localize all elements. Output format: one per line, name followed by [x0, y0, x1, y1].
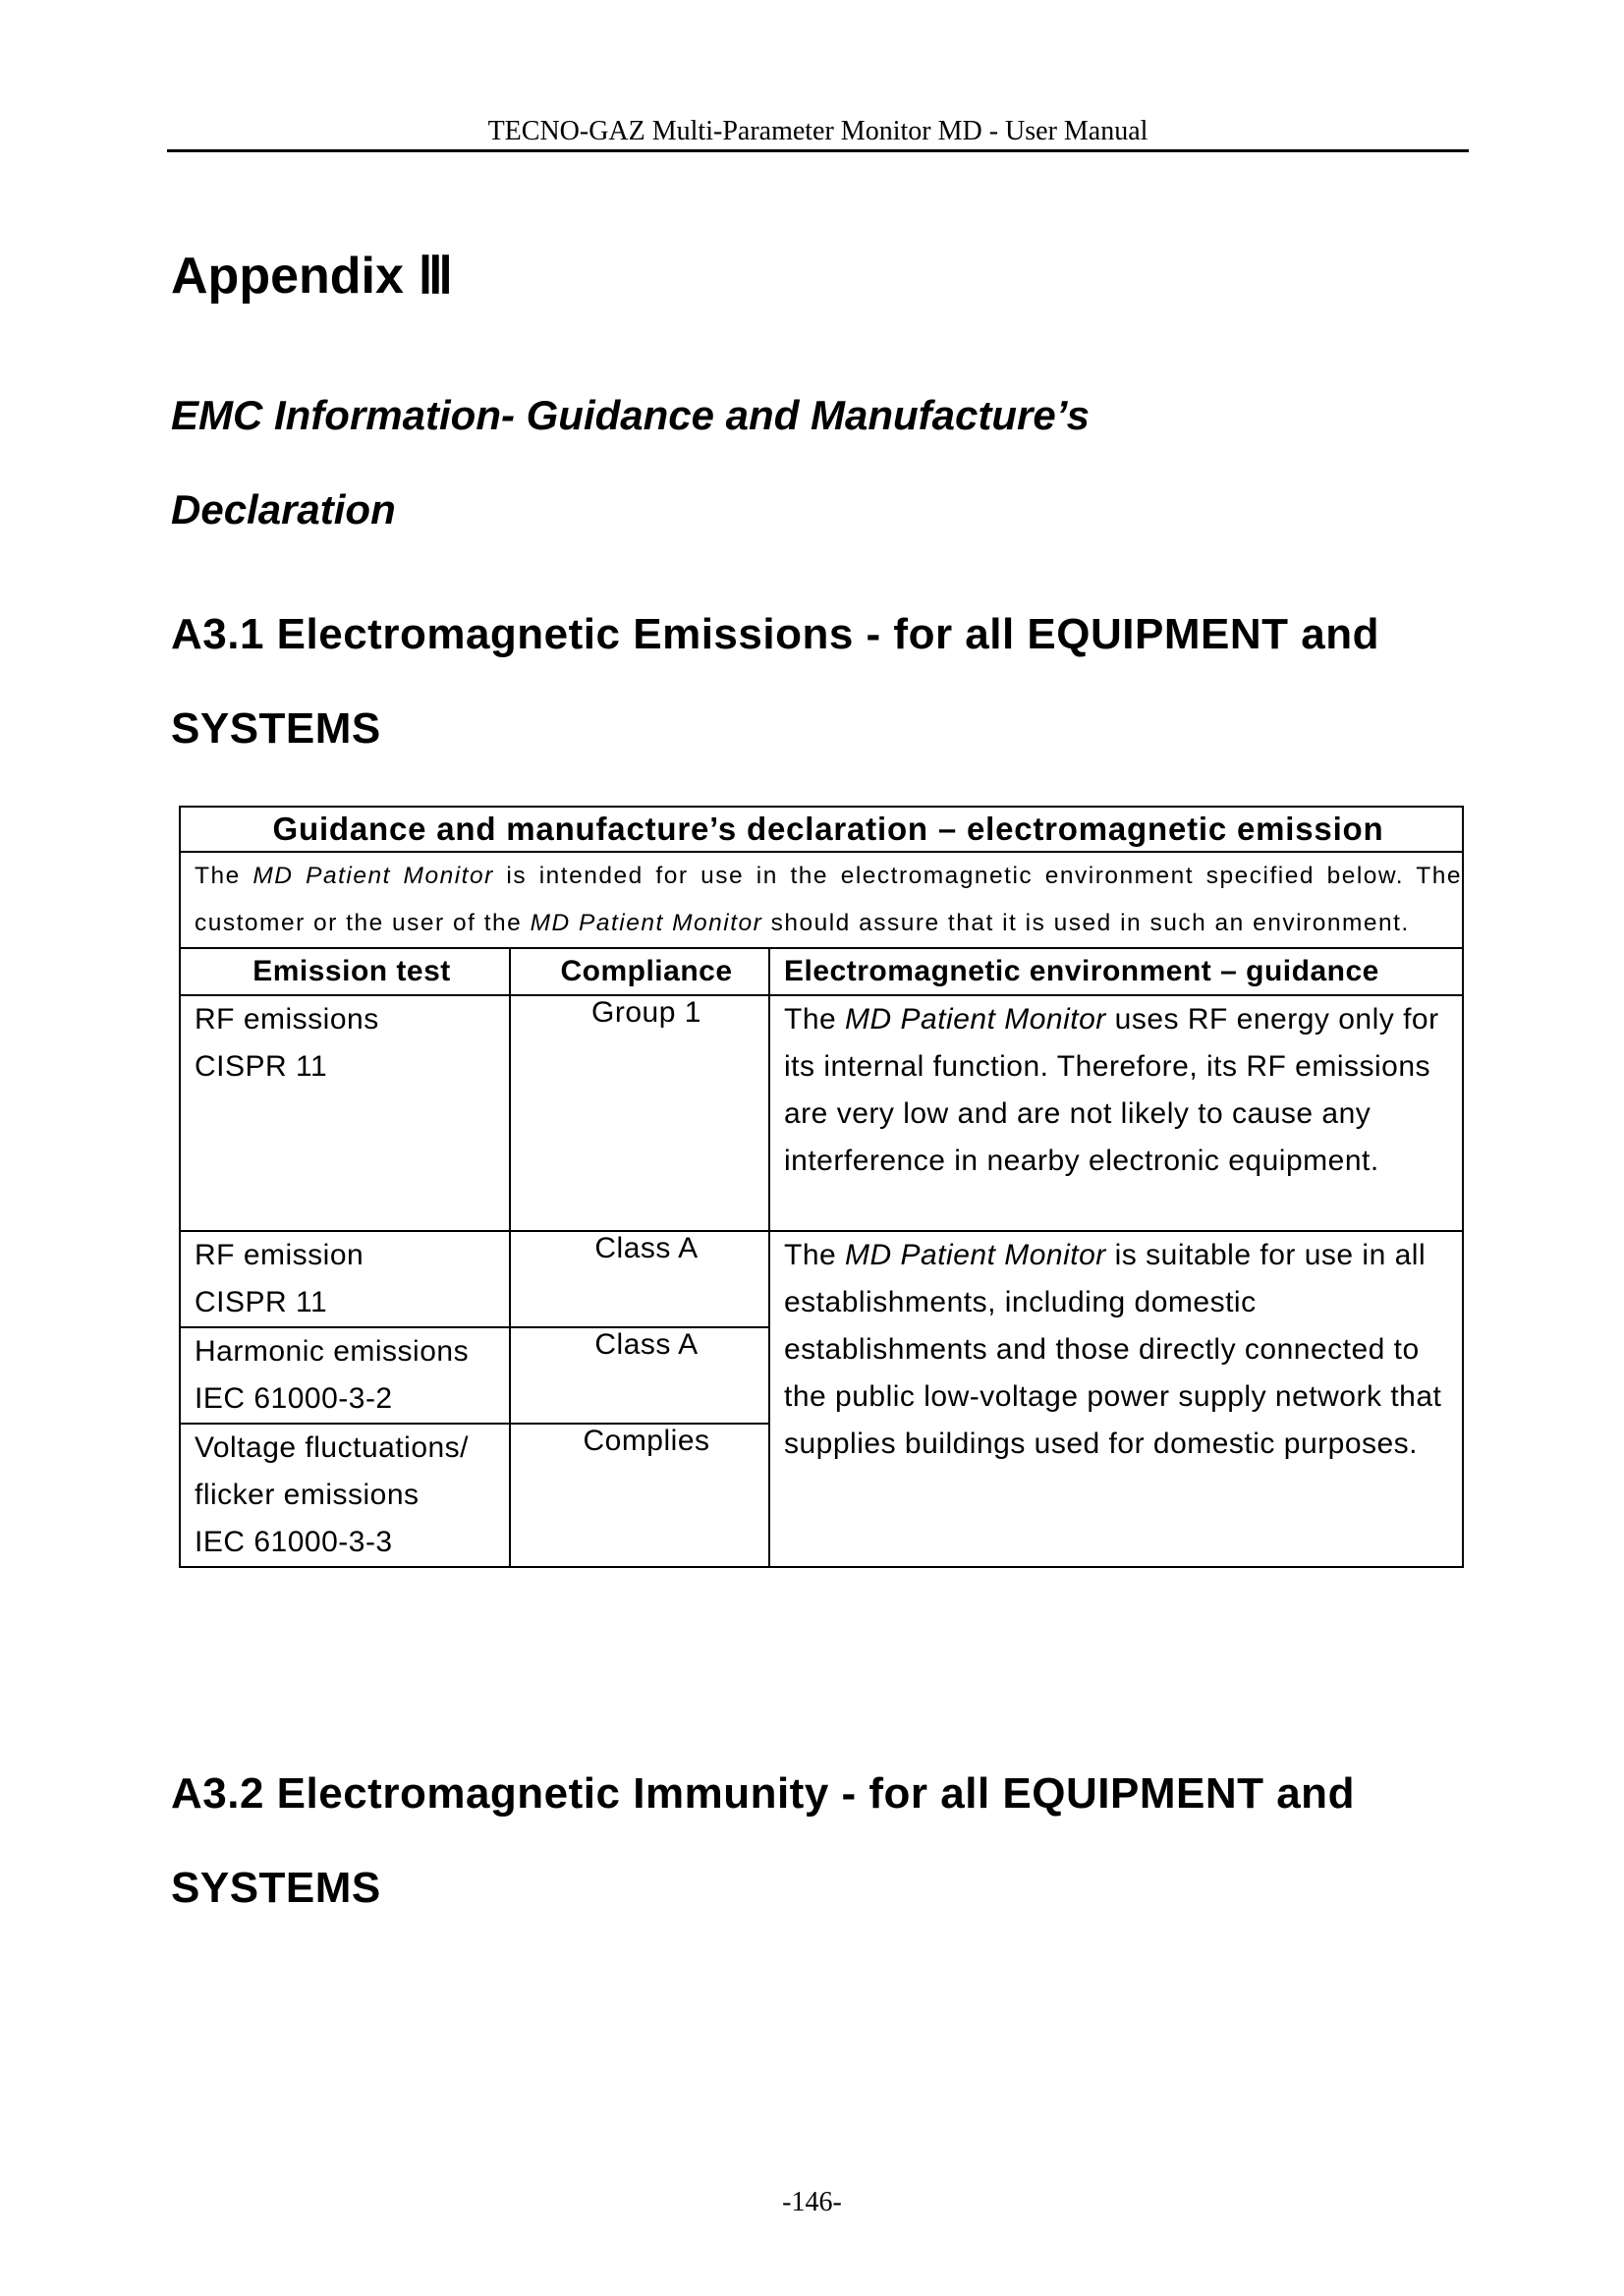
header-compliance: Compliance: [510, 948, 769, 995]
intro-text-3: should assure that it is used in such an environment.: [762, 910, 1410, 936]
test-name: RF emission: [195, 1239, 364, 1271]
emission-test-cell: [180, 995, 510, 1231]
emc-heading-line1: EMC Information- Guidance and Manufacture’s: [171, 392, 1090, 438]
compliance-cell: Complies: [510, 1424, 769, 1567]
emission-test-cell: [180, 1327, 510, 1424]
guidance-cell: [769, 1231, 1463, 1567]
emission-test-cell: [180, 1231, 510, 1327]
guidance-text-pre: The: [784, 1239, 846, 1271]
section-a31-line1: A3.1 Electromagnetic Emissions - for all EQUIPMENT and: [171, 610, 1379, 658]
test-standard: IEC 61000-3-3: [195, 1526, 393, 1558]
intro-device-2: MD Patient Monitor: [530, 910, 763, 936]
table-intro-row: [180, 852, 1463, 948]
test-standard: CISPR 11: [195, 1050, 328, 1083]
emission-table: [179, 806, 1464, 1568]
page-number: -146-: [782, 2187, 842, 2217]
guidance-text-post: is suitable for use in all establishments, including domestic establishments and those directly connected to the public low-voltage power supply network that supplies buildings used for domestic purposes.: [784, 1239, 1442, 1460]
appendix-title: Appendix Ⅲ: [171, 248, 454, 305]
test-name: RF emissions: [195, 1003, 379, 1036]
table-title-row: [180, 807, 1463, 852]
section-a32-line2: SYSTEMS: [171, 1864, 381, 1912]
intro-device-1: MD Patient Monitor: [252, 863, 494, 889]
section-a32-heading: [171, 1747, 1487, 1935]
compliance-cell: Class A: [510, 1231, 769, 1327]
column-header-row: [180, 948, 1463, 995]
table-row: [180, 1231, 1463, 1327]
emc-heading-line2: Declaration: [171, 486, 396, 532]
table-intro: [180, 852, 1463, 948]
guidance-text-pre: The: [784, 1003, 846, 1036]
compliance-cell: Class A: [510, 1327, 769, 1424]
compliance-cell: Group 1: [510, 995, 769, 1231]
header-emission-test: Emission test: [180, 948, 510, 995]
guidance-text-post: uses RF energy only for its internal function. Therefore, its RF emissions are very low and are not likely to cause any interference in nearby electronic equipment.: [784, 1003, 1439, 1177]
guidance-device: MD Patient Monitor: [845, 1239, 1106, 1271]
test-standard: CISPR 11: [195, 1286, 328, 1318]
intro-text-2: is intended for use in the electromagnetic environment specified below. The customer or the user of the: [195, 863, 1462, 936]
intro-text-1: The: [195, 863, 253, 889]
table-title: Guidance and manufacture’s declaration – electromagnetic emission: [180, 807, 1463, 852]
section-a31-line2: SYSTEMS: [171, 704, 381, 753]
header-guidance: Electromagnetic environment – guidance: [769, 948, 1463, 995]
emc-heading: [171, 368, 1478, 557]
running-header: TECNO-GAZ Multi-Parameter Monitor MD - User Manual: [487, 116, 1148, 146]
section-a32-line1: A3.2 Electromagnetic Immunity - for all EQUIPMENT and: [171, 1769, 1355, 1818]
emission-test-cell: [180, 1424, 510, 1567]
test-name-cont: flicker emissions: [195, 1479, 420, 1511]
test-standard: IEC 61000-3-2: [195, 1382, 393, 1415]
test-name: Voltage fluctuations/: [195, 1431, 470, 1464]
test-name: Harmonic emissions: [195, 1335, 470, 1368]
header-rule: [167, 149, 1469, 152]
section-a31-heading: [171, 588, 1487, 776]
guidance-device: MD Patient Monitor: [845, 1003, 1106, 1036]
table-row: [180, 995, 1463, 1231]
guidance-cell: [769, 995, 1463, 1231]
